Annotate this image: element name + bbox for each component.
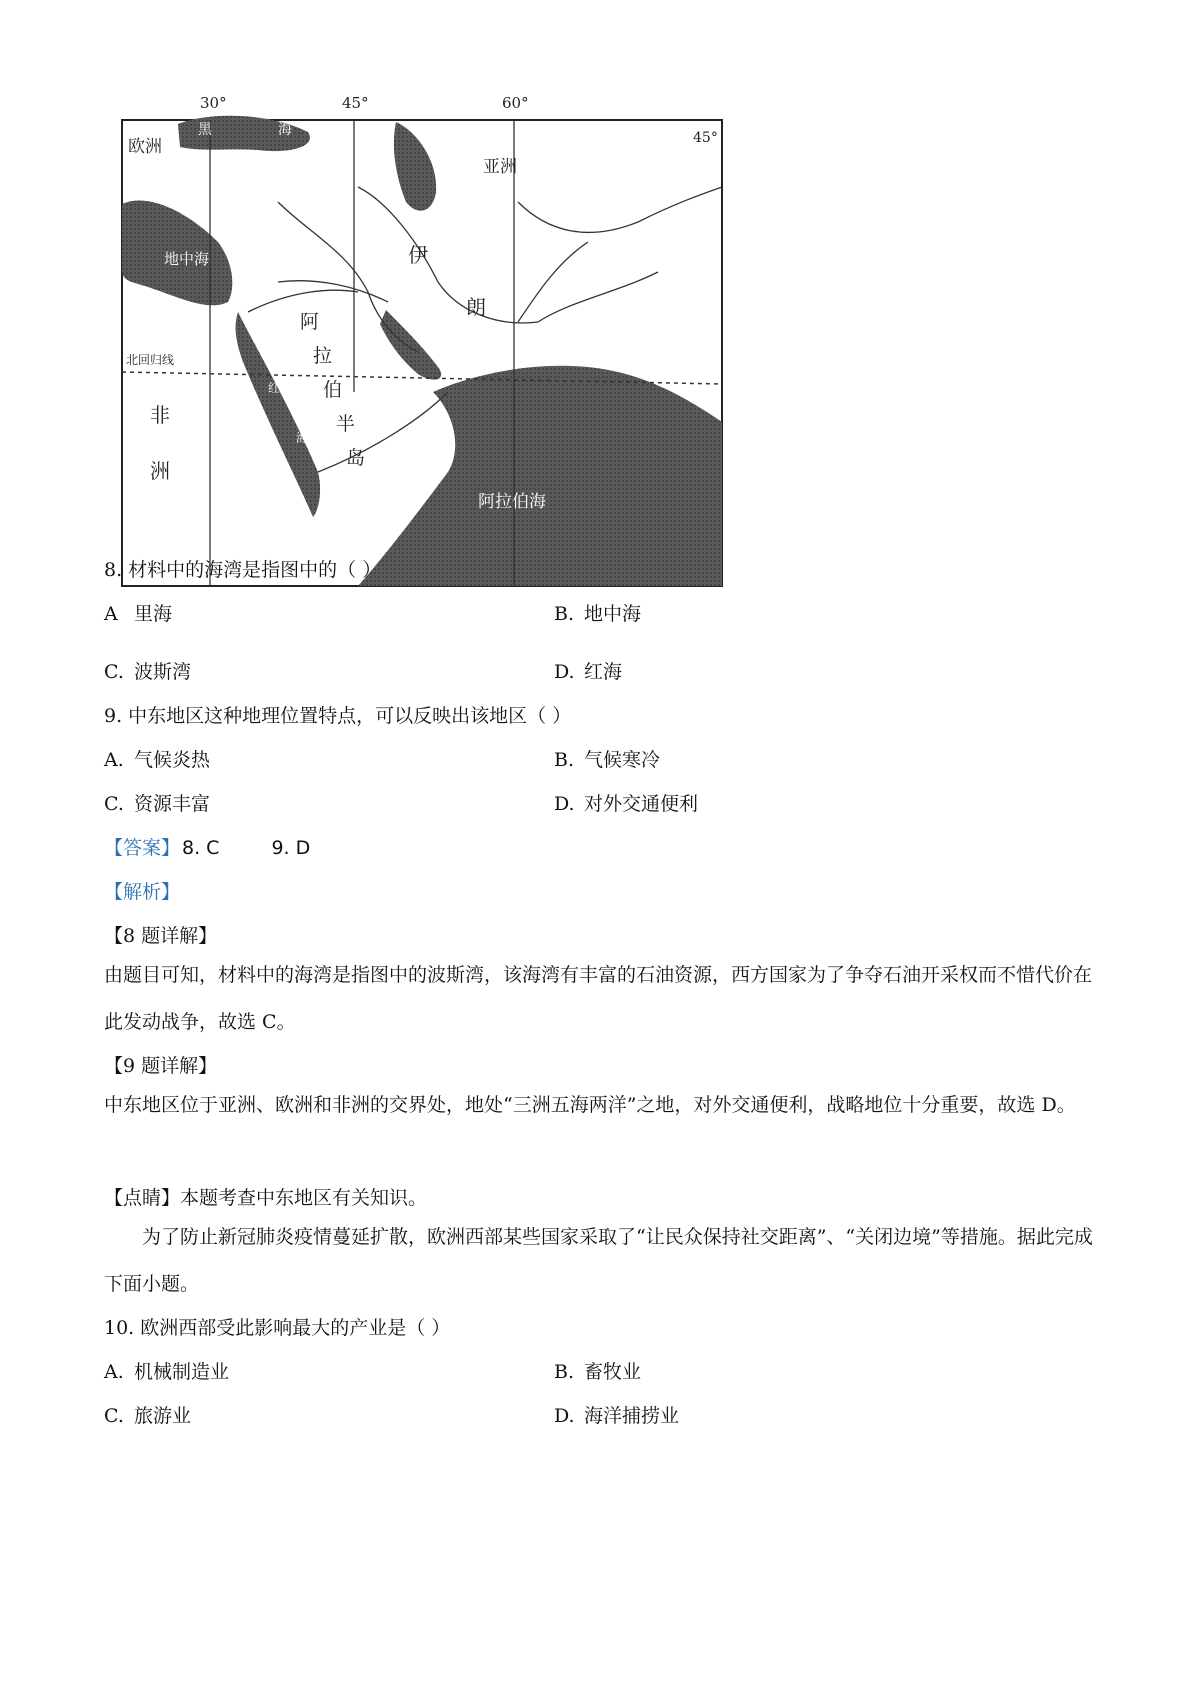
option-text: 海洋捕捞业 [584, 1405, 680, 1427]
answer-label: 【答案】 [104, 837, 181, 859]
q9-option-d[interactable] [554, 790, 698, 818]
option-text: 气候寒冷 [584, 749, 661, 771]
option-text: 资源丰富 [134, 793, 211, 815]
option-text: 地中海 [584, 603, 642, 625]
label-arabian-sea: 阿拉伯海 [478, 492, 546, 512]
option-letter: B. [554, 1361, 575, 1383]
option-letter: C. [104, 793, 124, 815]
label-europe: 欧洲 [128, 137, 162, 157]
label-africa-1: 非 [150, 403, 170, 427]
option-letter: A [104, 603, 118, 625]
option-letter: C. [104, 661, 124, 683]
answer-q9: 9. D [271, 837, 311, 859]
q10-option-b[interactable] [554, 1358, 641, 1386]
analysis-label: 【解析】 [104, 881, 181, 903]
option-text: 里海 [134, 603, 173, 625]
lon-label-60: 60° [502, 94, 529, 112]
option-text: 畜牧业 [584, 1361, 642, 1383]
q10-option-a[interactable] [104, 1358, 229, 1386]
answer-line [104, 834, 310, 862]
lat-label-45: 45° [693, 130, 718, 146]
label-africa-2: 洲 [150, 459, 170, 483]
q9-option-b[interactable] [554, 746, 660, 774]
detail9-text: 中东地区位于亚洲、欧洲和非洲的交界处，地处“三洲五海两洋”之地，对外交通便利，战略地位十分重要，故选 D。 [104, 1094, 1076, 1116]
q8-option-d[interactable] [554, 658, 622, 686]
lon-label-45: 45° [342, 94, 369, 112]
option-text: 波斯湾 [134, 661, 192, 683]
label-mediterranean: 地中海 [164, 250, 210, 268]
answer-q8: 8. C [182, 837, 220, 859]
option-letter: C. [104, 1405, 124, 1427]
detail9-heading: 【9 题详解】 [104, 1055, 218, 1077]
q10-option-d[interactable] [554, 1402, 679, 1430]
option-text: 对外交通便利 [584, 793, 699, 815]
q9-option-a[interactable] [104, 746, 210, 774]
option-letter: A. [104, 1361, 124, 1383]
detail8-heading: 【8 题详解】 [104, 925, 218, 947]
label-black-sea-2: 海 [278, 122, 292, 138]
detail8-text: 由题目可知，材料中的海湾是指图中的波斯湾，该海湾有丰富的石油资源，西方国家为了争夺石油开采权而不惜代价在此发动战争，故选 C。 [104, 964, 1093, 1033]
q10-stem: 10. 欧洲西部受此影响最大的产业是（ ） [104, 1317, 451, 1339]
label-arabia-3: 伯 [323, 379, 343, 401]
q9-stem: 9. 中东地区这种地理位置特点，可以反映出该地区（ ） [104, 705, 572, 727]
option-text: 旅游业 [134, 1405, 192, 1427]
option-letter: D. [554, 793, 575, 815]
option-letter: D. [554, 661, 575, 683]
lon-label-30: 30° [200, 94, 227, 112]
label-red-sea-1: 红 [268, 381, 281, 395]
q8-option-a[interactable] [104, 600, 172, 628]
label-black-sea-1: 黑 [198, 122, 212, 138]
label-iran-1: 伊 [408, 243, 428, 267]
label-arabia-2: 拉 [313, 345, 333, 367]
label-red-sea-2: 海 [296, 431, 309, 445]
option-letter: B. [554, 603, 575, 625]
comment-line: 【点睛】本题考查中东地区有关知识。 [104, 1187, 428, 1209]
label-arabia-4: 半 [336, 413, 356, 435]
q9-option-c[interactable] [104, 790, 210, 818]
option-text: 机械制造业 [134, 1361, 230, 1383]
middle-east-map [118, 92, 730, 592]
material-text: 为了防止新冠肺炎疫情蔓延扩散，欧洲西部某些国家采取了“让民众保持社交距离”、“关闭边境”等措施。据此完成下面小题。 [104, 1226, 1093, 1295]
label-arabia-5: 岛 [346, 447, 366, 469]
q8-stem: 8. 材料中的海湾是指图中的（ ） [104, 559, 382, 581]
q8-option-b[interactable] [554, 600, 641, 628]
option-letter: A. [104, 749, 124, 771]
label-arabia-1: 阿 [300, 311, 320, 333]
option-text: 红海 [584, 661, 623, 683]
option-letter: B. [554, 749, 575, 771]
q10-option-c[interactable] [104, 1402, 191, 1430]
label-iran-2: 朗 [466, 295, 486, 319]
option-text: 气候炎热 [134, 749, 211, 771]
q8-option-c[interactable] [104, 658, 191, 686]
option-letter: D. [554, 1405, 575, 1427]
label-tropic: 北回归线 [126, 353, 175, 367]
label-asia: 亚洲 [483, 157, 517, 177]
